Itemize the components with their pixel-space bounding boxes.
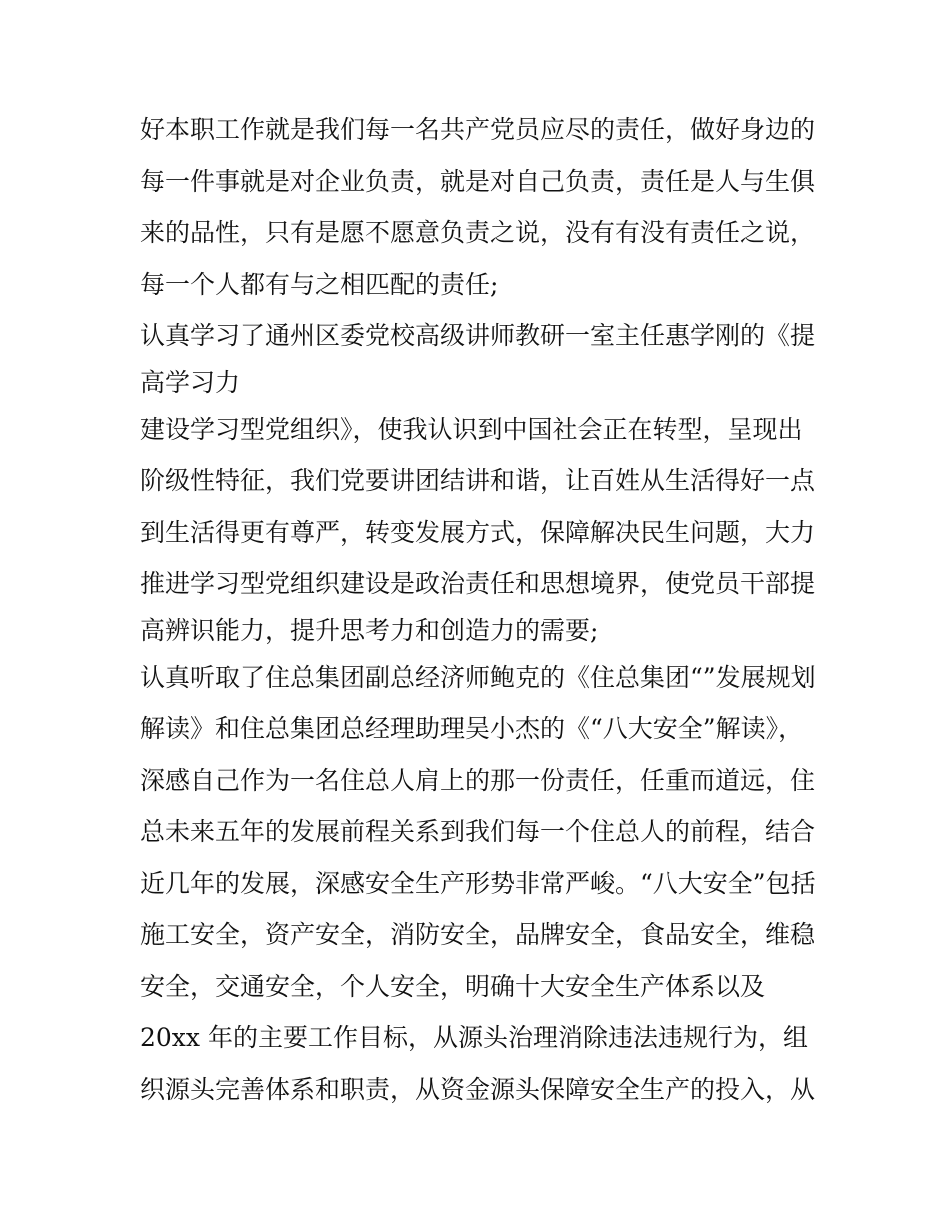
text-line: 认真听取了住总集团副总经济师鲍克的《住总集团“”发展规划 xyxy=(140,662,816,692)
text-line: 总未来五年的发展前程关系到我们每一个住总人的前程，结合 xyxy=(140,817,816,846)
text-line: 推进学习型党组织建设是政治责任和思想境界，使党员干部提 xyxy=(140,569,816,598)
text-line: 建设学习型党组织》，使我认识到中国社会正在转型，呈现出 xyxy=(140,414,803,444)
text-line: 每一个人都有与之相匹配的责任; xyxy=(140,269,499,299)
text-line: 到生活得更有尊严，转变发展方式，保障解决民生问题，大力 xyxy=(140,517,816,547)
text-line: 每一件事就是对企业负责，就是对自己负责，责任是人与生俱 xyxy=(140,166,816,196)
text-line: 阶级性特征，我们党要讲团结讲和谐，让百姓从生活得好一点 xyxy=(140,466,816,495)
text-line: 安全，交通安全，个人安全，明确十大安全生产体系以及 xyxy=(140,971,766,1001)
text-line: 高辨识能力，提升思考力和创造力的需要; xyxy=(140,615,599,645)
text-line: 近几年的发展，深感安全生产形势非常严峻。“八大安全”包括 xyxy=(140,868,816,898)
text-line: 施工安全，资产安全，消防安全，品牌安全，食品安全，维稳 xyxy=(140,920,816,949)
text-line: 解读》和住总集团总经理助理吴小杰的《“八大安全”解读》， xyxy=(140,714,804,743)
text-line: 高学习力 xyxy=(140,367,241,397)
text-line: 好本职工作就是我们每一名共产党员应尽的责任，做好身边的 xyxy=(140,115,816,144)
text-line: 深感自己作为一名住总人肩上的那一份责任，任重而道远，住 xyxy=(140,765,816,795)
text-line: 来的品性，只有是愿不愿意负责之说，没有有没有责任之说， xyxy=(140,218,816,247)
text-line: 20xx 年的主要工作目标，从源头治理消除违法违规行为，组 xyxy=(140,1023,808,1052)
text-line: 认真学习了通州区委党校高级讲师教研一室主任惠学刚的《提 xyxy=(140,321,816,350)
document-body xyxy=(140,104,820,1115)
text-line: 织源头完善体系和职责，从资金源头保障安全生产的投入，从 xyxy=(140,1074,816,1104)
